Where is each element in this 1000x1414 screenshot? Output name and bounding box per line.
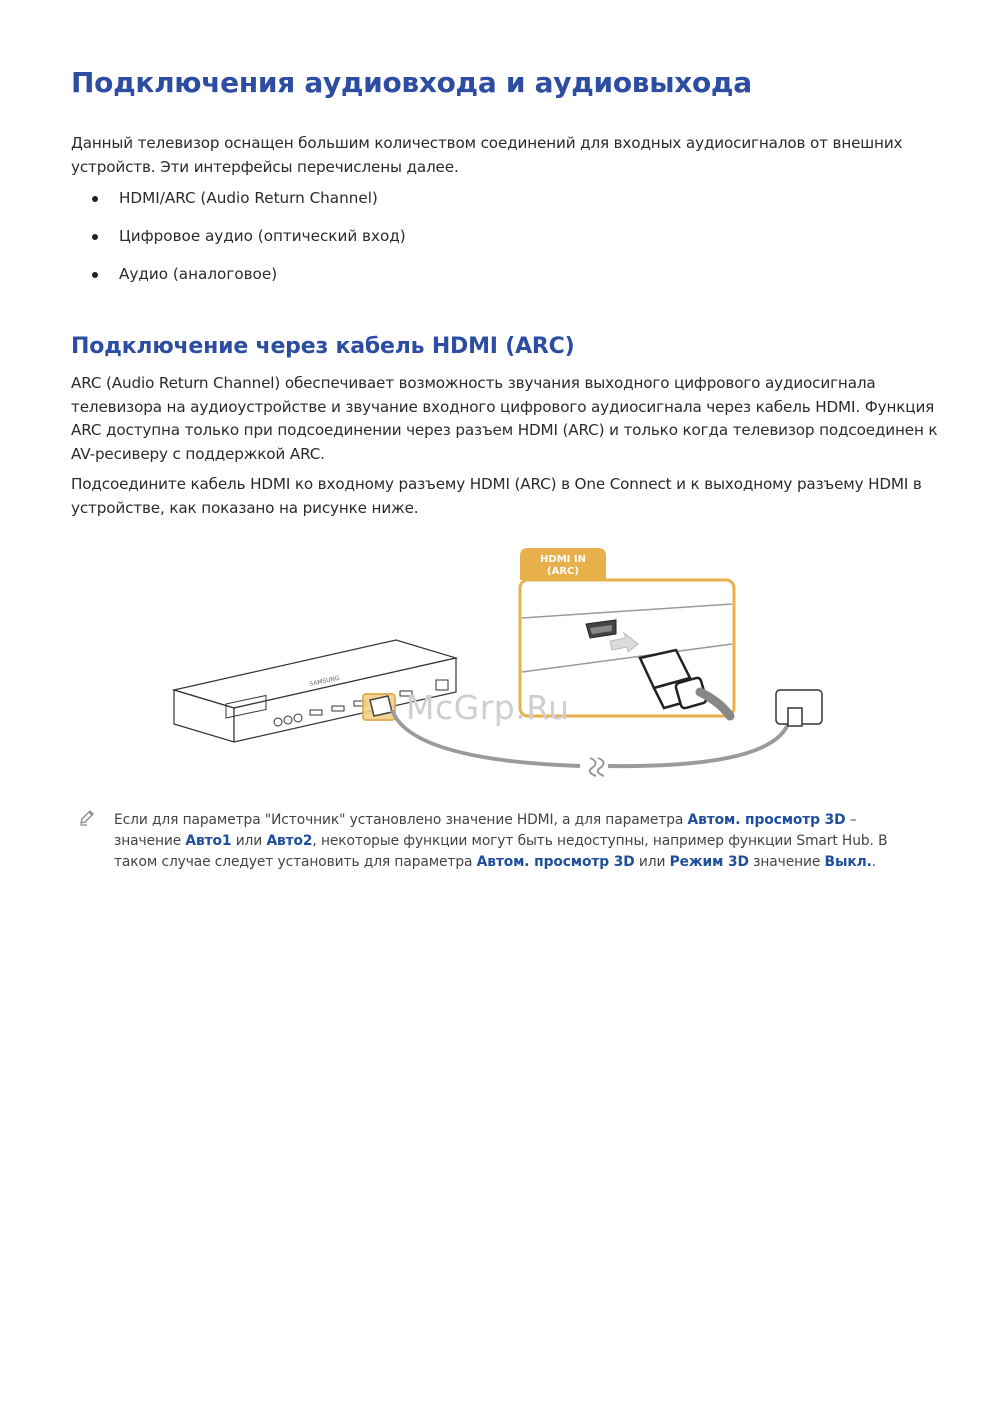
hdmi-connection-diagram (160, 540, 840, 780)
watermark-text: McGrp.Ru (406, 688, 570, 727)
setting-auto2: Авто2 (266, 833, 313, 849)
setting-auto1: Авто1 (185, 833, 232, 849)
list-item: Цифровое аудио (оптический вход) (71, 225, 406, 263)
connection-list (71, 187, 406, 301)
setting-off: Выкл. (824, 854, 872, 870)
port-label-line1: HDMI IN (540, 554, 586, 565)
brand-label: SAMSUNG (308, 674, 341, 688)
port-label-line2: (ARC) (547, 566, 579, 577)
list-item: HDMI/ARC (Audio Return Channel) (71, 187, 406, 225)
section-title: Подключение через кабель HDMI (ARC) (71, 334, 575, 359)
setting-auto-3d: Автом. просмотр 3D (476, 854, 635, 870)
external-device-port-icon (776, 690, 822, 726)
arc-paragraph: ARC (Audio Return Channel) обеспечивает возможность звучания выходного цифрового аудиосигнала телевизора на аудиоустройстве и звучание входного цифрового аудиосигнала через кабель HDMI. Функция ARC доступна только при подсоединении через разъем HDMI (ARC) и только когда телевизор подсоединен к AV-ресиверу с поддержкой ARC. (71, 374, 938, 463)
instruction-paragraph: Подсоедините кабель HDMI ко входному разъему HDMI (ARC) в One Connect и к выходному разъему HDMI в устройстве, как показано на рисунке ниже. (71, 475, 922, 517)
page-title: Подключения аудиовхода и аудиовыхода (71, 66, 752, 99)
pencil-icon (78, 809, 96, 827)
note-paragraph: Если для параметра "Источник" установлено значение HDMI, а для параметра Автом. просмотр 3D – значение Авто1 или Авто2, некоторые функции могут быть недоступны, например функции Smart Hub. В таком случае следует установить для параметра Автом. просмотр 3D или Режим 3D значение Выкл.. (114, 812, 888, 870)
list-item: Аудио (аналоговое) (71, 263, 406, 301)
setting-auto-3d: Автом. просмотр 3D (687, 812, 846, 828)
intro-paragraph: Данный телевизор оснащен большим количеством соединений для входных аудиосигналов от внешних устройств. Эти интерфейсы перечислены далее. (71, 134, 903, 176)
setting-3d-mode: Режим 3D (669, 854, 749, 870)
